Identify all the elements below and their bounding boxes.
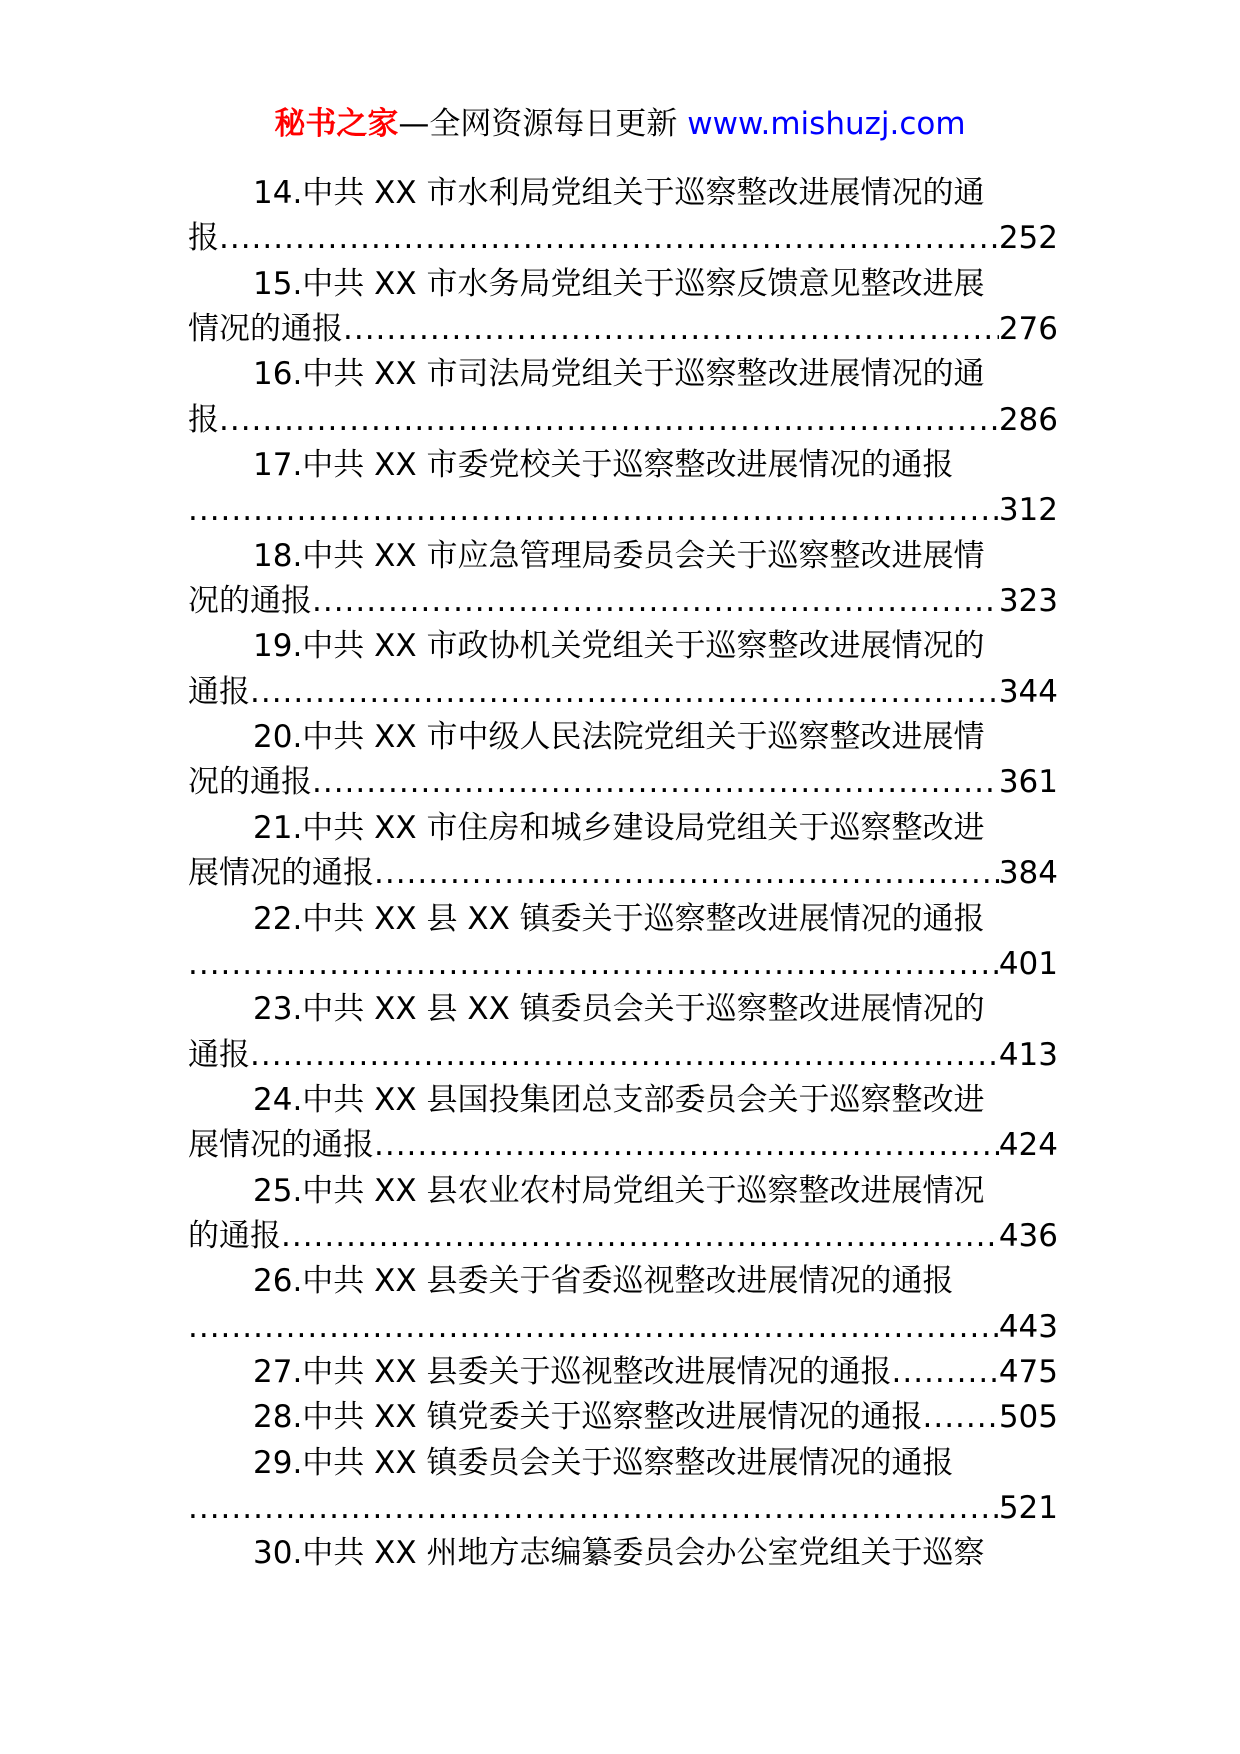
toc-entry-title: 28.中共 XX 镇党委关于巡察整改进展情况的通报	[253, 1399, 923, 1436]
leader-dots	[922, 1395, 998, 1440]
toc-entry-title: 24.中共 XX 县国投集团总支部委员会关于巡察整改进	[253, 1081, 985, 1118]
toc-entry-title-cont: 报	[188, 401, 219, 438]
site-header	[0, 102, 1240, 146]
table-of-contents	[188, 171, 1058, 1577]
toc-entry-title-cont: 情况的通报	[188, 311, 343, 348]
toc-entry-title: 30.中共 XX 州地方志编纂委员会办公室党组关于巡察	[253, 1535, 985, 1572]
toc-entry-title: 17.中共 XX 市委党校关于巡察整改进展情况的通报	[253, 447, 954, 484]
toc-entry-title-cont: 况的通报	[188, 764, 312, 801]
toc-entry[interactable]	[188, 1441, 1058, 1532]
toc-entry-title-cont: 况的通报	[188, 583, 312, 620]
toc-page-number: 521	[998, 1489, 1058, 1526]
toc-entry-title: 16.中共 XX 市司法局党组关于巡察整改进展情况的通	[253, 356, 985, 393]
toc-entry-title: 25.中共 XX 县农业农村局党组关于巡察整改进展情况	[253, 1172, 985, 1209]
toc-entry-title: 20.中共 XX 市中级人民法院党组关于巡察整改进展情	[253, 719, 985, 756]
leader-dots	[374, 851, 999, 896]
leader-dots	[343, 307, 999, 352]
toc-page-number: 401	[998, 945, 1058, 982]
toc-entry-title-cont: 展情况的通报	[188, 855, 374, 892]
toc-entry-title: 18.中共 XX 市应急管理局委员会关于巡察整改进展情	[253, 537, 985, 574]
toc-page-number: 276	[998, 311, 1058, 348]
toc-entry-title-cont: 的通报	[188, 1217, 281, 1254]
leader-dots	[188, 942, 999, 987]
toc-page-number: 312	[998, 492, 1058, 529]
toc-entry[interactable]	[188, 534, 1058, 625]
toc-entry[interactable]	[188, 715, 1058, 806]
leader-dots	[281, 1214, 999, 1259]
toc-entry-title: 15.中共 XX 市水务局党组关于巡察反馈意见整改进展	[253, 265, 985, 302]
toc-page-number: 361	[998, 764, 1058, 801]
toc-entry-title: 21.中共 XX 市住房和城乡建设局党组关于巡察整改进	[253, 809, 985, 846]
toc-entry[interactable]	[188, 443, 1058, 534]
brand-name: 秘书之家	[274, 106, 399, 142]
header-tagline: —全网资源每日更新	[398, 106, 688, 142]
leader-dots	[312, 579, 999, 624]
leader-dots	[188, 1305, 999, 1350]
toc-page-number: 384	[998, 855, 1058, 892]
leader-dots	[188, 1486, 999, 1531]
toc-entry-title-cont: 通报	[188, 673, 250, 710]
leader-dots	[891, 1350, 998, 1395]
toc-page-number: 475	[998, 1353, 1058, 1390]
toc-entry[interactable]	[188, 1350, 1058, 1395]
toc-page-number: 443	[998, 1308, 1058, 1345]
toc-entry-title: 22.中共 XX 县 XX 镇委关于巡察整改进展情况的通报	[253, 900, 985, 937]
toc-entry[interactable]	[188, 897, 1058, 988]
toc-page-number: 424	[998, 1127, 1058, 1164]
toc-entry-title-cont: 通报	[188, 1036, 250, 1073]
toc-page-number: 323	[998, 583, 1058, 620]
toc-page-number: 505	[998, 1399, 1058, 1436]
toc-entry-title: 26.中共 XX 县委关于省委巡视整改进展情况的通报	[253, 1263, 954, 1300]
toc-entry-title: 14.中共 XX 市水利局党组关于巡察整改进展情况的通	[253, 175, 985, 211]
toc-entry[interactable]	[188, 806, 1058, 897]
leader-dots	[219, 398, 999, 443]
leader-dots	[374, 1123, 999, 1168]
toc-entry[interactable]	[188, 624, 1058, 715]
leader-dots	[312, 760, 999, 805]
toc-entry[interactable]	[188, 352, 1058, 443]
toc-entry-title: 29.中共 XX 镇委员会关于巡察整改进展情况的通报	[253, 1444, 954, 1481]
toc-page-number: 252	[998, 220, 1058, 257]
leader-dots	[250, 1033, 999, 1078]
toc-entry[interactable]	[188, 262, 1058, 353]
toc-page-number: 413	[998, 1036, 1058, 1073]
toc-page-number: 286	[998, 401, 1058, 438]
toc-entry[interactable]	[188, 1259, 1058, 1350]
leader-dots	[219, 216, 999, 261]
toc-entry[interactable]	[188, 1169, 1058, 1260]
toc-entry[interactable]	[188, 1531, 1058, 1576]
toc-entry-title: 19.中共 XX 市政协机关党组关于巡察整改进展情况的	[253, 628, 985, 665]
toc-entry-title: 23.中共 XX 县 XX 镇委员会关于巡察整改进展情况的	[253, 991, 985, 1028]
toc-entry[interactable]	[188, 987, 1058, 1078]
toc-entry-title: 27.中共 XX 县委关于巡视整改进展情况的通报	[253, 1353, 892, 1390]
toc-entry-title-cont: 报	[188, 220, 219, 257]
leader-dots	[250, 670, 999, 715]
leader-dots	[188, 488, 999, 533]
toc-entry[interactable]	[188, 1395, 1058, 1440]
toc-entry[interactable]	[188, 171, 1058, 262]
toc-entry[interactable]	[188, 1078, 1058, 1169]
toc-entry-title-cont: 展情况的通报	[188, 1127, 374, 1164]
toc-page-number: 436	[998, 1217, 1058, 1254]
toc-page-number: 344	[998, 673, 1058, 710]
site-url-link[interactable]: www.mishuzj.com	[687, 106, 966, 142]
